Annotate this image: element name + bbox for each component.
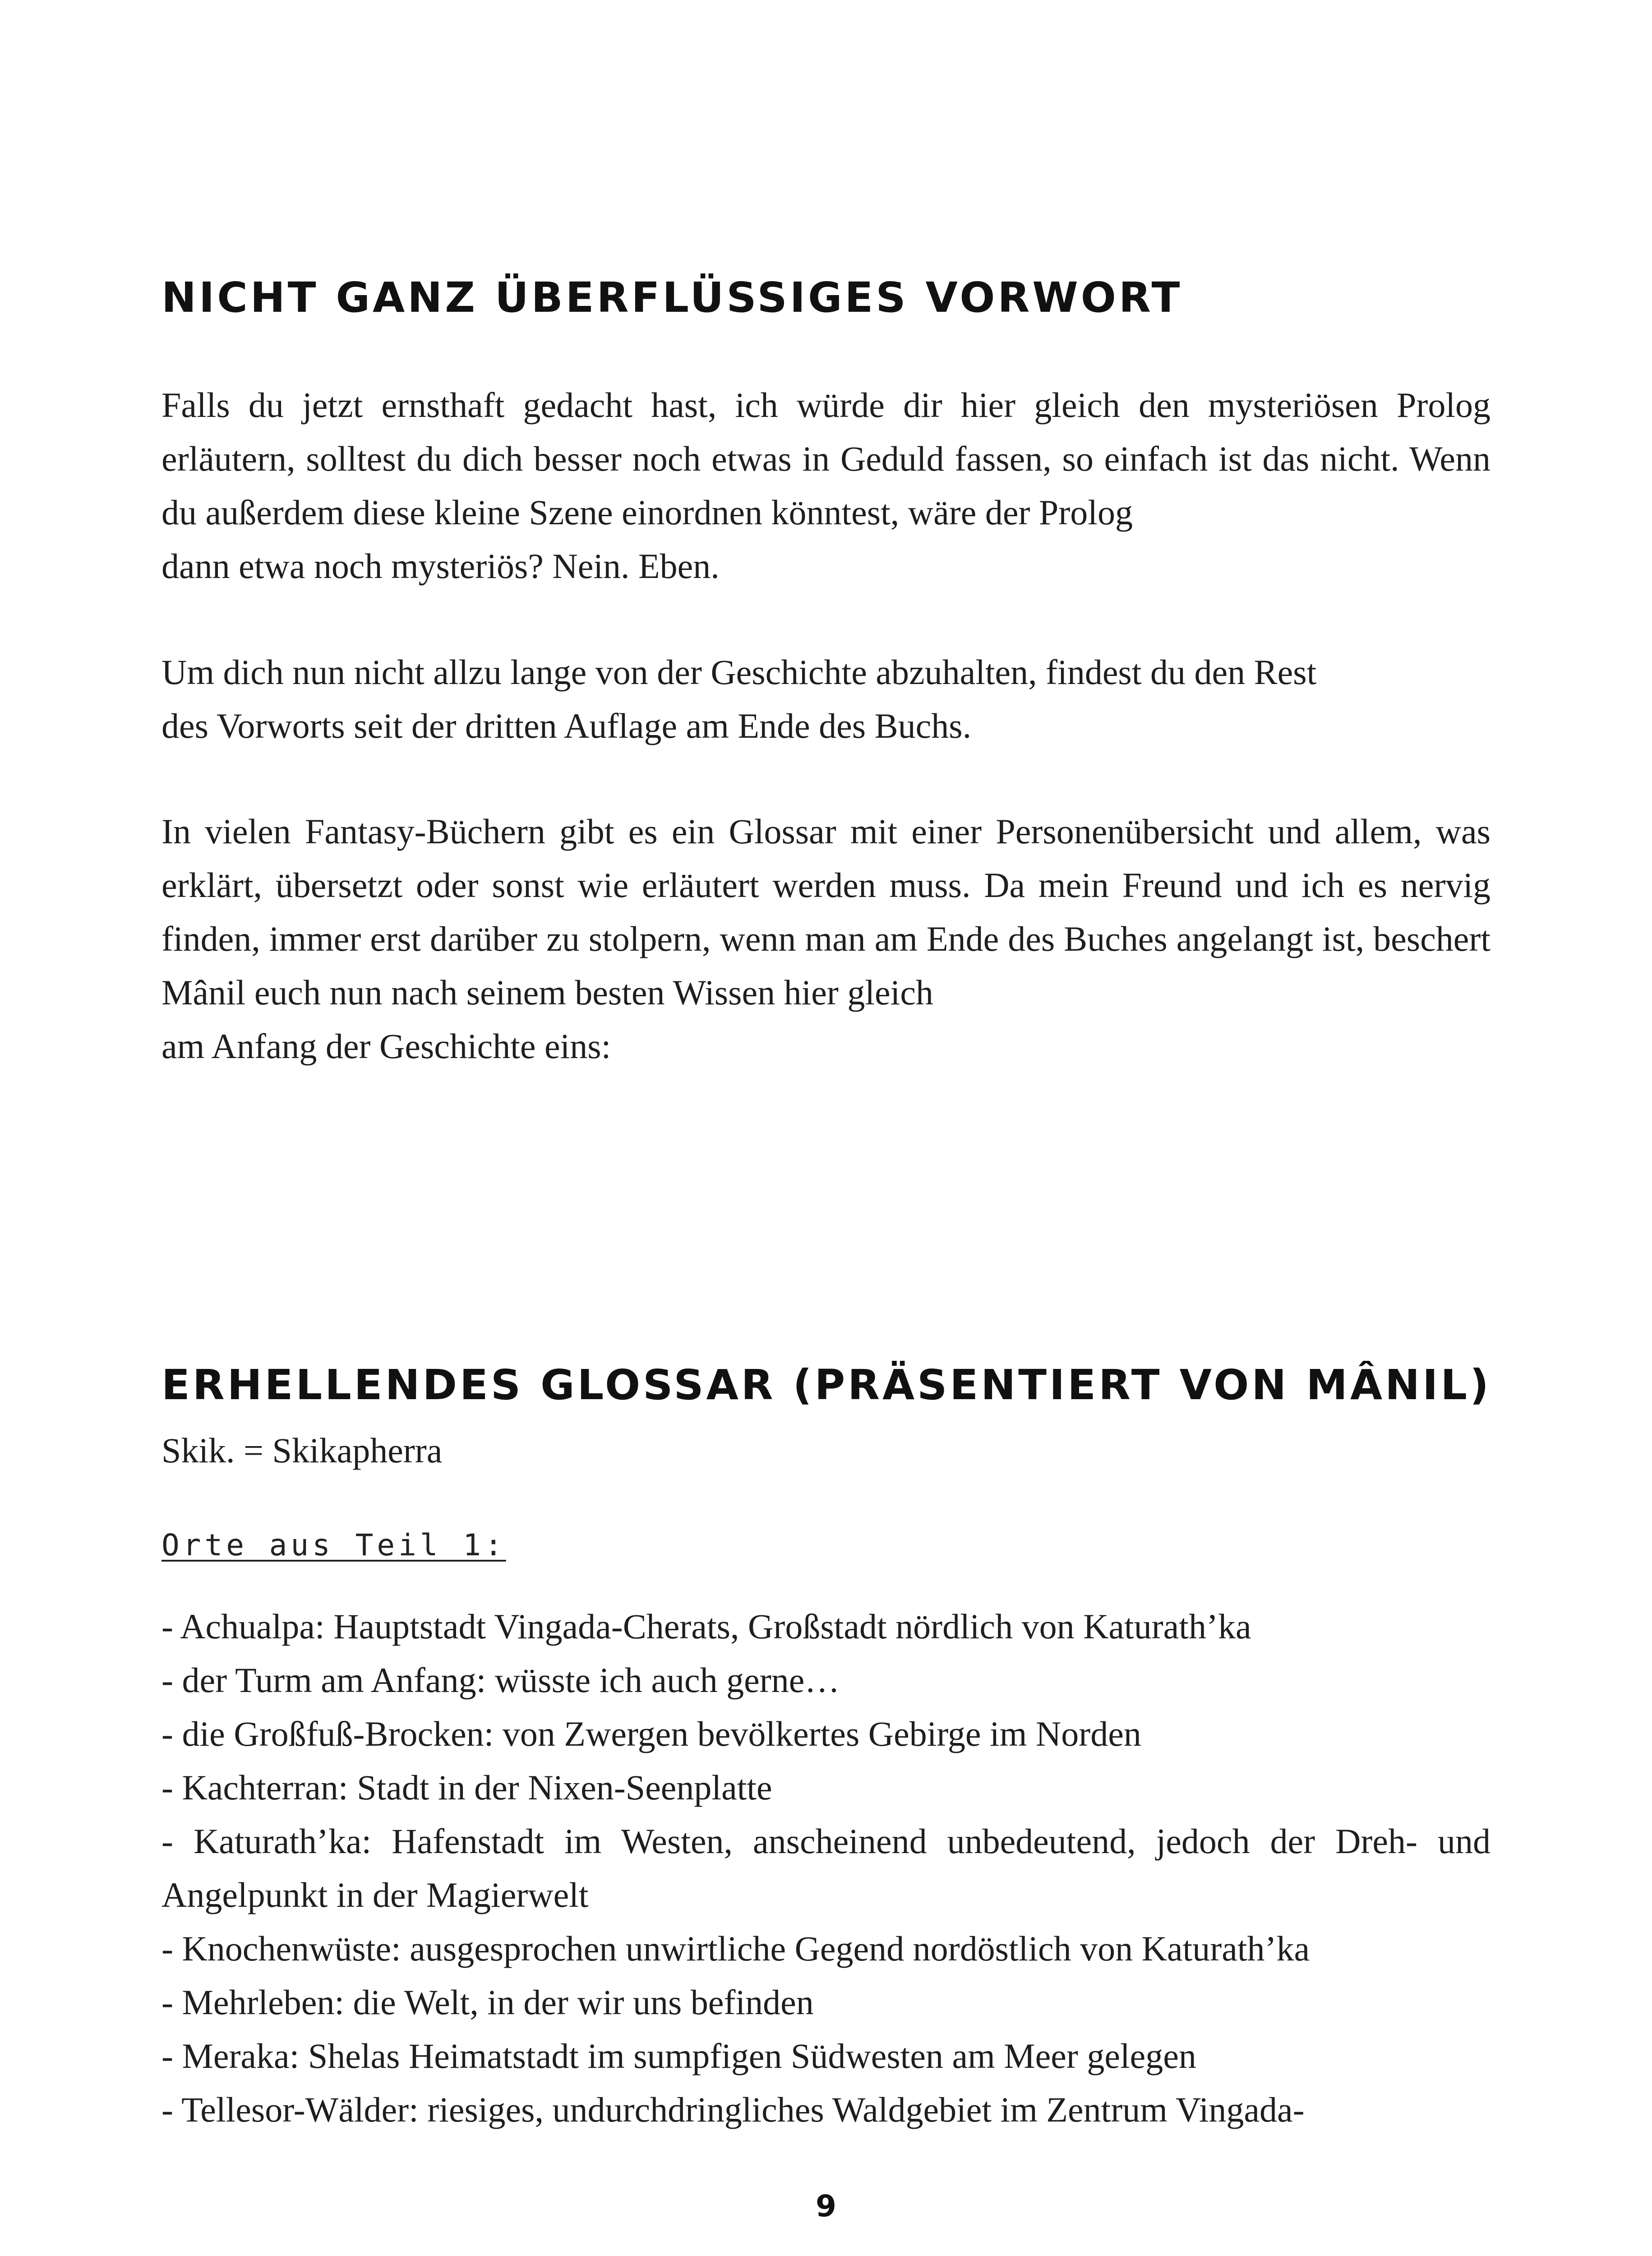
glossary-entry: - Achualpa: Hauptstadt Vingada-Cherats, Großstadt nördlich von Katurath’ka	[162, 1607, 1251, 1646]
vorwort-paragraph-1	[162, 378, 1490, 593]
paragraph-last-line: dann etwa noch mysteriös? Nein. Eben.	[162, 546, 720, 586]
vorwort-paragraph-2	[162, 645, 1490, 753]
glossary-list	[162, 1600, 1490, 2136]
paragraph-last-line: am Anfang der Geschichte eins:	[162, 1026, 611, 1066]
paragraph-last-line: des Vorworts seit der dritten Auflage am Ende des Buchs.	[162, 706, 972, 745]
glossar-heading: ERHELLENDES GLOSSAR (PRÄSENTIERT VON MÂNIL)	[162, 1361, 1492, 1409]
glossary-entry: - Mehrleben: die Welt, in der wir uns befinden	[162, 1983, 814, 2022]
page-number: 9	[816, 2189, 836, 2224]
glossary-entry: - Knochenwüste: ausgesprochen unwirtliche Gegend nordöstlich von Katurath’ka	[162, 1929, 1310, 1968]
section-label-orte: Orte aus Teil 1:	[162, 1528, 506, 1563]
vorwort-heading: NICHT GANZ ÜBERFLÜSSIGES VORWORT	[162, 273, 1183, 322]
glossary-entry: - Tellesor-Wälder: riesiges, undurchdringliches Waldgebiet im Zentrum Vingada-	[162, 2090, 1305, 2129]
paragraph-body: Falls du jetzt ernsthaft gedacht hast, ich würde dir hier gleich den mysteriösen Prolog erläutern, solltest du dich besser noch etwas in Geduld fassen, so einfach ist das nicht. Wenn du außerdem diese kleine Szene einordnen könntest, wäre der Prolog	[162, 385, 1490, 532]
glossary-entry: - Meraka: Shelas Heimatstadt im sumpfigen Südwesten am Meer gelegen	[162, 2036, 1196, 2076]
glossary-entry: - Kachterran: Stadt in der Nixen-Seenplatte	[162, 1768, 772, 1807]
glossary-entry: - Katurath’ka: Hafenstadt im Westen, anscheinend unbedeutend, jedoch der Dreh- und Angelpunkt in der Magierwelt	[162, 1821, 1490, 1914]
paragraph-body: In vielen Fantasy-Büchern gibt es ein Glossar mit einer Personenübersicht und allem, was erklärt, übersetzt oder sonst wie erläutert werden muss. Da mein Freund und ich es nervig finden, immer erst darüber zu stolpern, wenn man am Ende des Buches angelangt ist, beschert Mânil euch nun nach seinem besten Wissen hier gleich	[162, 812, 1490, 1012]
abbreviation-note: Skik. = Skikapherra	[162, 1431, 443, 1470]
paragraph-body: Um dich nun nicht allzu lange von der Geschichte abzuhalten, findest du den Rest	[162, 652, 1317, 692]
glossary-entry: - die Großfuß-Brocken: von Zwergen bevölkertes Gebirge im Norden	[162, 1714, 1141, 1753]
glossary-entry: - der Turm am Anfang: wüsste ich auch gerne…	[162, 1660, 840, 1700]
vorwort-paragraph-3	[162, 804, 1490, 1073]
